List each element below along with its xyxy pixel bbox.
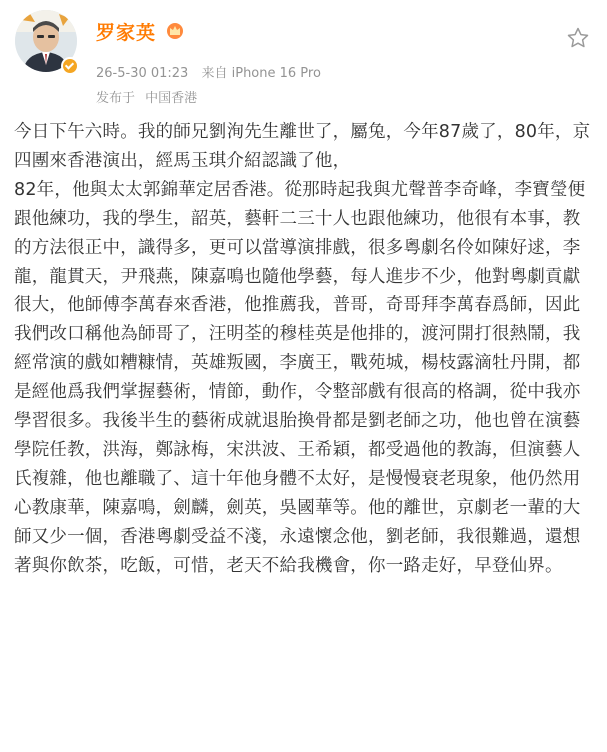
published-location-row (96, 87, 197, 106)
post-meta (96, 62, 321, 81)
author-name[interactable]: 罗家英 (96, 22, 157, 44)
published-prefix: 发布于 (96, 91, 136, 106)
vip-crown-icon (165, 20, 185, 40)
post-text: 今日下午六時。我的師兄劉洵先生離世了，屬兔，今年87歲了，80年，京四團來香港演出，經馬玉琪介紹認識了他， 82年，他與太太郭錦華定居香港。從那時起我與尤聲普李奇峰，李寶瑩便跟他練功，我的學生，韶英，藝軒二三十人也跟他練功，他很有本事，教的方法很正中，識得多，更可以當導演排戲，很多粵劇名伶如陳好逑，李龍，龍貫天，尹飛燕，陳嘉鳴也隨他學藝，每人進步不少，他對粵劇貢獻很大，他師傅李萬春來香港，他推薦我，普哥，奇哥拜李萬春爲師，因此我們改口稱他為師哥了，汪明荃的穆桂英是他排的，渡河開打很熱鬧，我經常演的戲如糟糠情，英雄叛國，李廣王，戰苑城，楊枝露滴牡丹開，都是經他爲我們掌握藝術，情節，動作，令整部戲有很高的格調，從中我亦學習很多。我後半生的藝術成就退胎換骨都是劉老師之功，他也曾在演藝學院任教，洪海，鄭詠梅，宋洪波、王希穎，都受過他的教誨，但演藝人氏複雜，他也離職了、這十年他身體不太好，是慢慢衰老現象，他仍然用心教康華，陳嘉鳴，劍麟，劍英，吳國華等。他的離世，京劇老一輩的大師又少一個，香港粵劇受益不淺，永遠懷念他，劉老師，我很難過，還想著與你飲茶，吃飯，可惜，老天不給我機會，你一路走好，早登仙界。 (14, 122, 591, 576)
post-timestamp: 26-5-30 01:23 (96, 66, 189, 81)
verified-badge-icon (61, 57, 79, 75)
star-outline-icon[interactable] (566, 26, 590, 50)
post-source[interactable]: 来自 iPhone 16 Pro (201, 66, 321, 81)
post-header (0, 0, 607, 118)
published-location: 中国香港 (145, 91, 198, 106)
